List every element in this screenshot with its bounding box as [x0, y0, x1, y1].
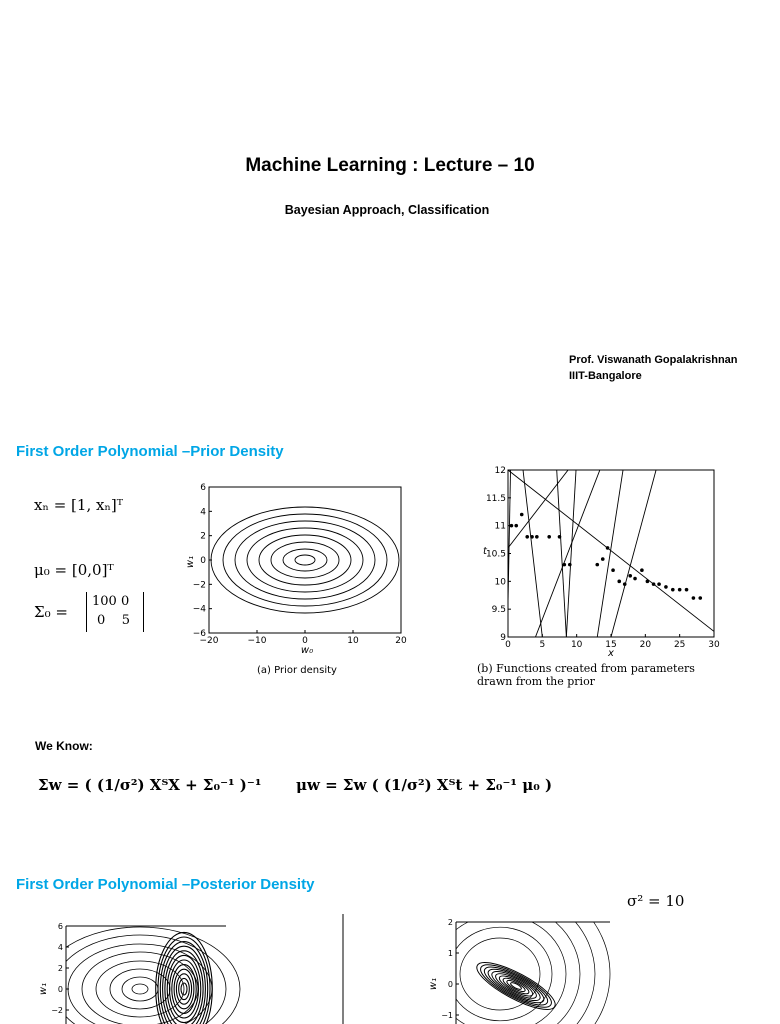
y-tick-label: 6 — [200, 483, 206, 493]
y-tick-label: 2 — [57, 964, 63, 973]
y-tick-label: 1 — [447, 949, 453, 958]
y-tick-label: 9 — [500, 633, 506, 643]
sampled-function-line — [611, 459, 659, 637]
data-point — [698, 596, 702, 600]
y-tick-label: −4 — [192, 604, 206, 615]
x-tick-label: 20 — [639, 640, 652, 650]
data-point — [617, 580, 621, 584]
sampled-function-line — [522, 459, 543, 637]
matrix-row-2: 0 5 — [97, 613, 131, 628]
posterior-contour — [476, 957, 557, 1015]
left-contours — [40, 927, 240, 1024]
data-point — [692, 596, 696, 600]
sampled-function-line — [508, 459, 577, 548]
prior-heading: First Order Polynomial –Prior Density — [16, 443, 284, 460]
x-tick-label: 0 — [505, 640, 511, 650]
data-point — [640, 568, 644, 572]
y-tick-label: 6 — [57, 922, 63, 931]
y-tick-label: 4 — [200, 507, 206, 518]
data-point — [520, 513, 524, 517]
data-point — [657, 582, 661, 586]
y-tick-label: 12 — [494, 466, 506, 476]
contour-ellipse — [235, 521, 375, 599]
x-tick-label: −20 — [199, 636, 219, 646]
data-point — [547, 535, 551, 539]
data-point — [530, 535, 534, 539]
data-point — [664, 585, 668, 589]
x-tick-label: 25 — [673, 640, 686, 650]
y-tick-label: −2 — [51, 1006, 63, 1015]
functions-caption — [477, 662, 695, 688]
data-point — [685, 588, 689, 592]
y-tick-label: −6 — [192, 629, 206, 639]
prior-plot-frame — [209, 487, 401, 633]
prior-ylabel: w₁ — [185, 555, 196, 569]
lecture-subtitle: Bayesian Approach, Classification — [284, 203, 490, 217]
functions-caption-line2: drawn from the prior — [477, 675, 595, 688]
prior-contour — [132, 984, 148, 994]
x-tick-label: 20 — [395, 636, 407, 646]
y-tick-label: 2 — [447, 918, 453, 927]
sigma-label: σ² = 10 — [627, 892, 685, 910]
we-know-label: We Know: — [35, 739, 93, 753]
data-point — [525, 535, 529, 539]
x-tick-label: 15 — [605, 640, 617, 650]
sampled-function-line — [566, 459, 576, 637]
prior-xlabel: w₀ — [300, 645, 314, 656]
x-tick-label: 5 — [539, 640, 546, 650]
y-tick-label: −2 — [192, 580, 206, 591]
data-point — [514, 524, 518, 528]
contour-ellipse — [211, 507, 399, 613]
data-points — [510, 513, 702, 600]
author-block — [569, 352, 738, 384]
data-point — [563, 563, 567, 567]
functions-y-ticks — [486, 466, 511, 643]
y-tick-label: 10 — [494, 577, 506, 588]
eq-sigma-w: Σw = ( (1/σ²) XᵀX + Σ₀⁻¹ )⁻¹ — [38, 776, 262, 794]
data-point — [606, 546, 610, 550]
data-point — [568, 563, 572, 567]
data-point — [595, 563, 599, 567]
posterior-contour — [471, 954, 560, 1018]
eq-mu0: μ₀ = [0,0]ᵀ — [34, 561, 114, 579]
author-affiliation: IIIT-Bangalore — [569, 370, 642, 382]
posterior-contour — [480, 960, 552, 1012]
y-tick-label: 10.5 — [485, 549, 506, 560]
prior-x-ticks — [200, 630, 407, 646]
contour-ellipse — [295, 555, 315, 565]
data-point — [628, 574, 632, 578]
y-tick-label: 9.5 — [491, 605, 506, 616]
y-tick-label: 0 — [200, 556, 206, 566]
sampled-function-line — [597, 459, 624, 637]
data-point — [535, 535, 539, 539]
posterior-heading: First Order Polynomial –Posterior Density — [16, 876, 315, 893]
sampled-function-line — [556, 459, 566, 637]
y-tick-label: 11.5 — [485, 493, 506, 504]
eq-sigma0-label: Σ₀ = — [34, 603, 68, 621]
sampled-functions — [508, 459, 714, 637]
x-tick-label: 30 — [708, 640, 720, 650]
contour-ellipse — [271, 542, 339, 578]
functions-ylabel: t — [483, 546, 487, 557]
y-tick-label: 11 — [494, 521, 506, 532]
posterior-left-plot — [36, 914, 346, 1024]
posterior-right-plot — [430, 914, 620, 1024]
x-tick-label: −10 — [247, 636, 267, 646]
data-point — [646, 580, 650, 584]
y-tick-label: −1 — [441, 1011, 453, 1020]
contour-ellipse — [247, 528, 363, 592]
data-point — [652, 582, 656, 586]
eq-mu-w: μw = Σw ( (1/σ²) Xᵀt + Σ₀⁻¹ μ₀ ) — [296, 776, 553, 794]
data-point — [601, 557, 605, 561]
right-ylabel: w₁ — [428, 977, 439, 991]
contour-ellipse — [283, 549, 327, 571]
lecture-title: Machine Learning : Lecture – 10 — [245, 155, 535, 176]
matrix-bracket — [86, 592, 144, 632]
data-point — [678, 588, 682, 592]
matrix-row-1: 100 0 — [92, 594, 130, 609]
x-tick-label: 10 — [570, 640, 583, 650]
contour-ellipse — [259, 535, 351, 585]
eq-xn: xₙ = [1, xₙ]ᵀ — [34, 496, 124, 514]
left-ylabel: w₁ — [38, 982, 49, 996]
prior-contours — [211, 507, 399, 613]
data-point — [558, 535, 562, 539]
functions-caption-line1: (b) Functions created from parameters — [477, 662, 695, 675]
functions-xlabel: x — [608, 648, 614, 659]
data-point — [623, 582, 627, 586]
y-tick-label: 2 — [200, 531, 206, 542]
y-tick-label: 4 — [57, 943, 63, 952]
x-tick-label: 10 — [347, 636, 359, 646]
prior-density-plot — [185, 476, 415, 690]
x-tick-label: 0 — [302, 636, 308, 646]
data-point — [611, 568, 615, 572]
prior-contour — [405, 889, 595, 1024]
author-name: Prof. Viswanath Gopalakrishnan — [569, 354, 738, 366]
right-contours — [390, 875, 610, 1024]
prior-caption: (a) Prior density — [257, 665, 337, 676]
prior-contour — [390, 875, 610, 1024]
y-tick-label: 0 — [57, 985, 63, 994]
data-point — [671, 588, 675, 592]
prior-contour — [122, 977, 158, 1001]
sampled-function-line — [535, 459, 604, 637]
y-tick-label: 0 — [447, 980, 453, 989]
functions-plot-frame — [508, 470, 714, 637]
data-point — [633, 577, 637, 581]
